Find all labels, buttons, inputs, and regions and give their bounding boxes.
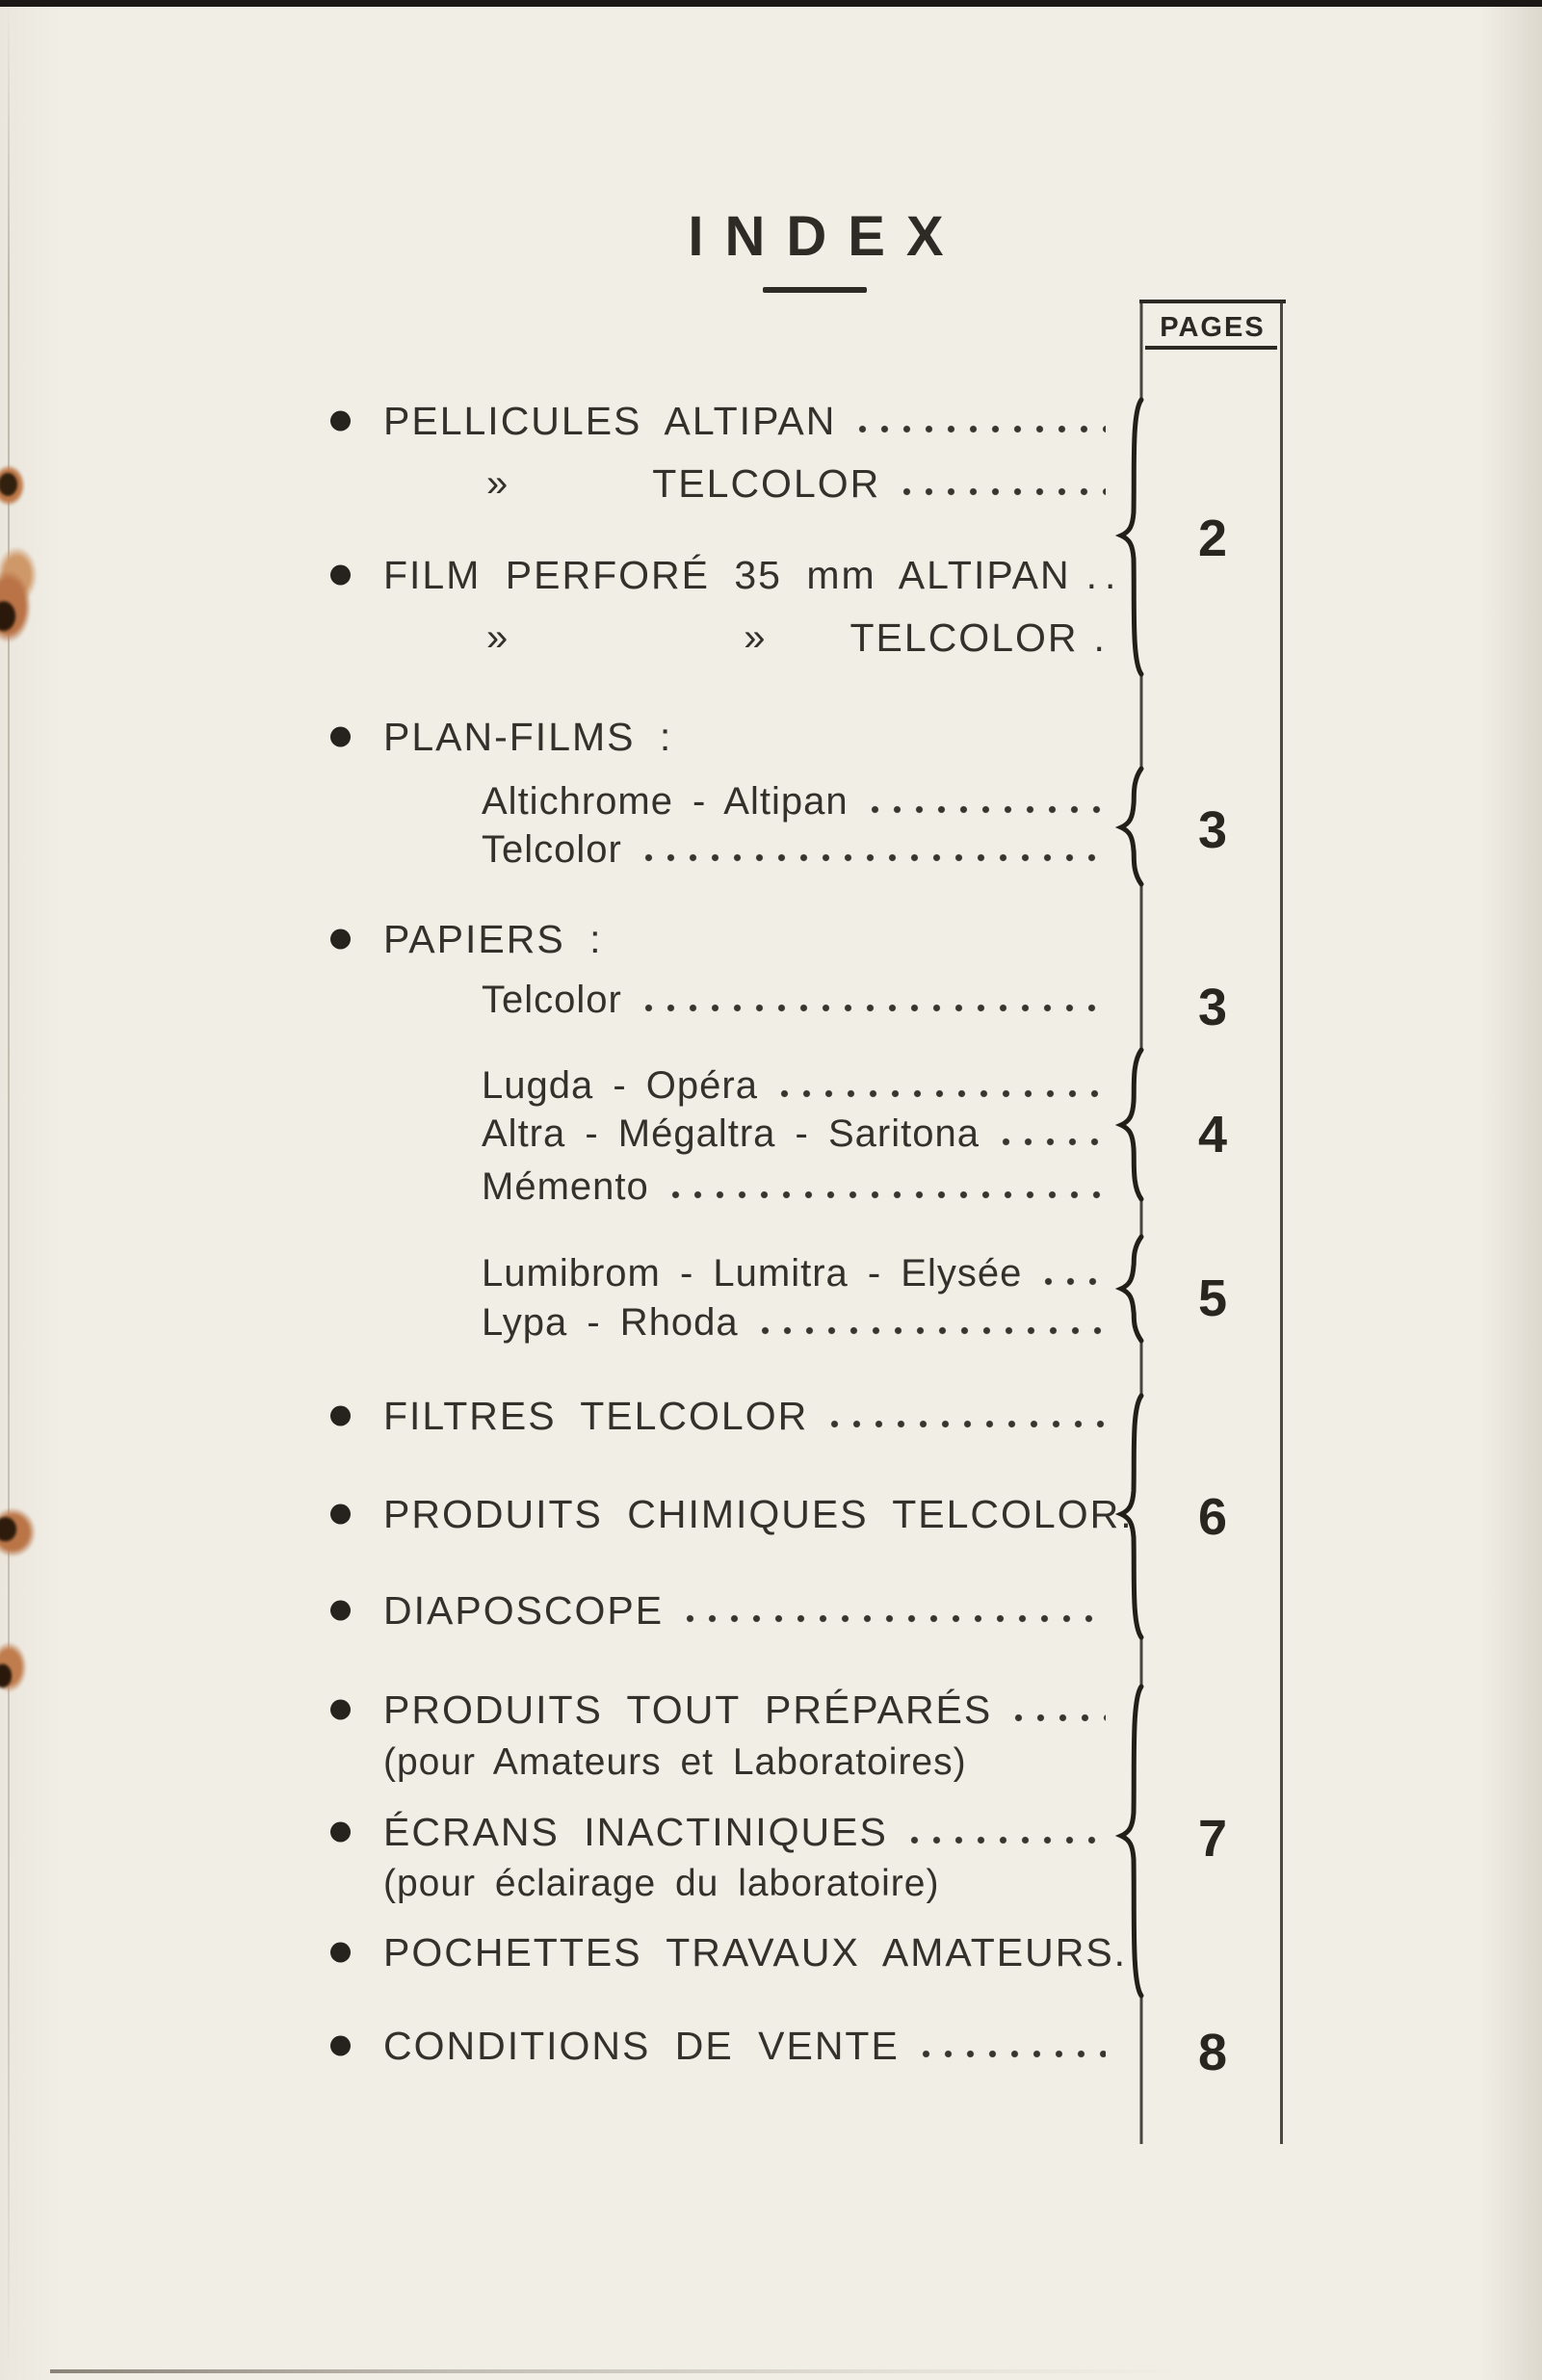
dot-leader — [638, 853, 1106, 862]
dot-leader — [851, 425, 1106, 433]
bullet-icon — [330, 1406, 351, 1426]
rust-stain — [0, 1501, 39, 1564]
index-entry-label: (pour éclairage du laboratoire) — [383, 1863, 940, 1904]
index-entry-label: Lypa - Rhoda — [482, 1300, 739, 1344]
index-entry-label: Altichrome - Altipan — [482, 779, 849, 823]
index-entry-label: Lugda - Opéra — [482, 1063, 758, 1107]
page-number: 3 — [1197, 801, 1228, 859]
page-title: INDEX — [688, 205, 965, 268]
index-row — [327, 980, 1106, 1020]
index-entry-label: PLAN-FILMS : — [383, 714, 673, 759]
dot-leader — [1037, 1277, 1106, 1286]
dot-leader — [773, 1089, 1106, 1098]
index-entry-label: Telcolor — [482, 978, 622, 1021]
bullet-icon — [330, 1504, 351, 1525]
index-row — [327, 1393, 1106, 1438]
bullet-icon — [330, 1700, 351, 1720]
index-entry-label: Mémento — [482, 1164, 649, 1208]
index-entry-label: Altra - Mégaltra - Saritona — [482, 1112, 980, 1155]
index-entry-label: PRODUITS TOUT PRÉPARÉS — [383, 1687, 993, 1732]
index-entry-label: PAPIERS : — [383, 916, 603, 961]
index-entry-label: Lumibrom - Lumitra - Elysée — [482, 1251, 1023, 1295]
page-number: 4 — [1197, 1106, 1228, 1164]
bullet-icon — [330, 1822, 351, 1843]
index-row — [327, 2023, 1106, 2068]
index-row — [327, 1809, 1106, 1854]
index-row — [327, 714, 1106, 759]
page-number: 2 — [1197, 510, 1228, 567]
index-row — [327, 1742, 1106, 1783]
ditto-chevron-icon: » — [486, 461, 509, 505]
index-row — [327, 1302, 1106, 1343]
dot-leader — [896, 487, 1106, 496]
index-row — [327, 1491, 1134, 1536]
index-entry-label: PRODUITS CHIMIQUES TELCOLOR. — [383, 1491, 1134, 1536]
dot-leader — [823, 1420, 1106, 1428]
index-row — [327, 615, 1112, 660]
dot-leader — [915, 2050, 1106, 2058]
index-row — [327, 1113, 1106, 1154]
index-row — [327, 552, 1124, 597]
rust-stain — [0, 460, 27, 510]
index-row — [327, 1587, 1106, 1633]
pages-column-header: PAGES — [1160, 312, 1266, 343]
index-row — [327, 1864, 1106, 1904]
index-entry-label: ÉCRANS INACTINIQUES — [383, 1809, 888, 1854]
index-row — [327, 916, 1106, 961]
index-entry-label: CONDITIONS DE VENTE — [383, 2023, 900, 2068]
index-row — [327, 1253, 1106, 1294]
rust-stain — [0, 547, 40, 655]
index-entry-label: POCHETTES TRAVAUX AMATEURS. — [383, 1929, 1128, 1975]
index-entry-label: FILTRES TELCOLOR — [383, 1393, 809, 1438]
index-row — [327, 781, 1106, 822]
dot-leader — [864, 805, 1106, 814]
index-entry-label: (pour Amateurs et Laboratoires) — [383, 1741, 967, 1783]
index-entry-label: PELLICULES ALTIPAN — [383, 398, 837, 443]
index-entry-label: TELCOLOR — [849, 615, 1079, 660]
index-row — [327, 1689, 1106, 1730]
index-row — [327, 460, 1106, 506]
bullet-icon — [330, 1943, 351, 1963]
bullet-icon — [330, 727, 351, 747]
index-row — [327, 398, 1106, 443]
dot-leader — [665, 1190, 1106, 1199]
ditto-chevron-icon: » — [486, 615, 509, 659]
bullet-icon — [330, 411, 351, 432]
index-entry-label: TELCOLOR — [652, 460, 881, 506]
index-row — [327, 1065, 1106, 1106]
scan-top-edge-bar — [0, 0, 1542, 7]
page-number: 3 — [1197, 979, 1228, 1036]
dot-leader — [754, 1326, 1106, 1335]
page-number: 6 — [1197, 1488, 1228, 1546]
index-entry-label: DIAPOSCOPE — [383, 1587, 665, 1633]
rust-stain — [0, 1632, 33, 1703]
index-entry-label: Telcolor — [482, 827, 622, 871]
dot-leader — [995, 1138, 1106, 1146]
paper-crease — [8, 0, 10, 2380]
page-number: 8 — [1197, 2024, 1228, 2081]
dot-leader — [903, 1836, 1106, 1844]
bullet-icon — [330, 565, 351, 586]
trailing-dots: . — [1093, 615, 1112, 660]
trailing-dots: .. — [1085, 552, 1124, 597]
dot-leader — [638, 1004, 1106, 1012]
index-row — [327, 829, 1106, 870]
dot-leader — [679, 1614, 1106, 1623]
title-underline — [763, 287, 867, 293]
page-number: 5 — [1197, 1269, 1228, 1327]
page-number: 7 — [1197, 1810, 1228, 1868]
index-entry-label: FILM PERFORÉ 35 mm ALTIPAN — [383, 552, 1071, 597]
bullet-icon — [330, 1601, 351, 1621]
scan-bottom-edge-smudge — [50, 2369, 1187, 2373]
dot-leader — [1007, 1713, 1106, 1722]
bullet-icon — [330, 2036, 351, 2056]
ditto-chevron-icon: » — [744, 615, 766, 659]
index-row — [327, 1166, 1106, 1207]
bullet-icon — [330, 929, 351, 950]
index-row — [327, 1929, 1128, 1975]
